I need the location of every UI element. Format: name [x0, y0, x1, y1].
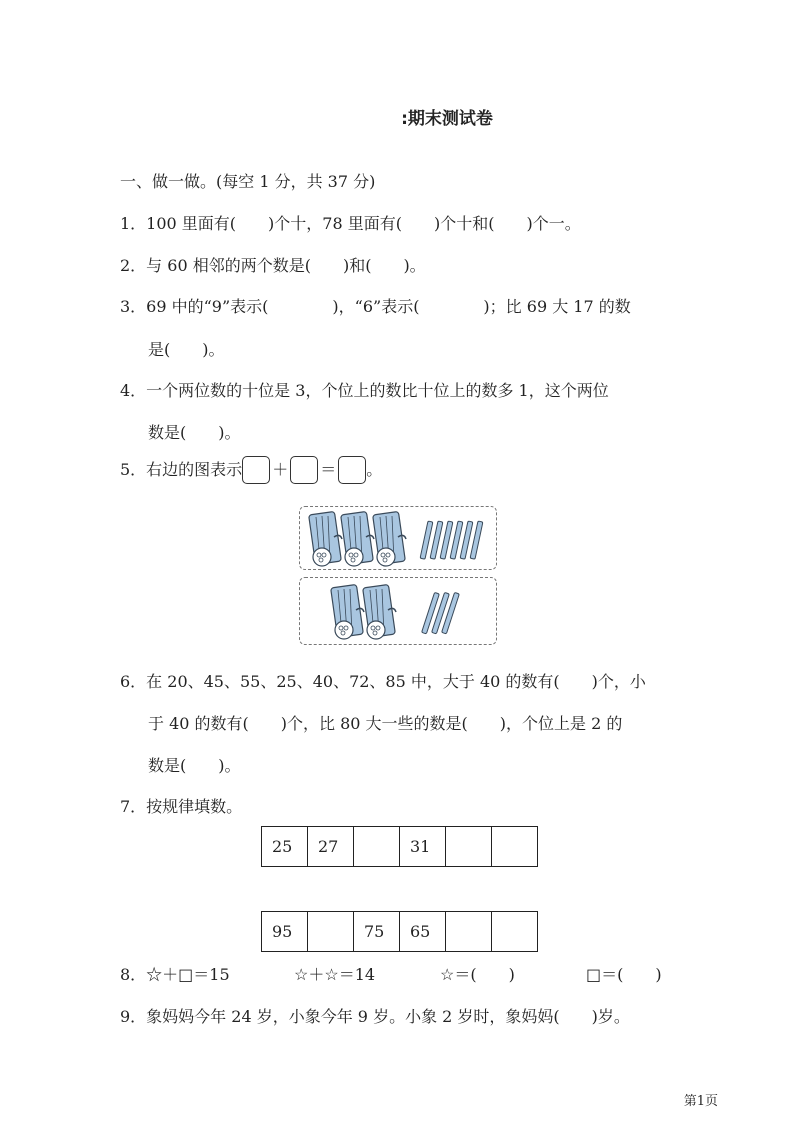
bundle-icon [363, 584, 396, 639]
table-row [262, 912, 538, 952]
question-8-part-2: ☆＋☆＝14 [294, 965, 376, 984]
question-5-suffix: 。 [366, 460, 383, 479]
question-6-line-3: 数是( )。 [148, 756, 241, 775]
bundle-icon [373, 511, 406, 566]
question-3-line-1: 3．69 中的“9”表示( )，“6”表示( )；比 69 大 17 的数 [120, 297, 631, 316]
page-title: :期末测试卷 [401, 109, 493, 129]
question-2: 2．与 60 相邻的两个数是( )和( )。 [120, 256, 426, 275]
sequence-cell-blank[interactable] [492, 827, 538, 867]
question-3-line-2: 是( )。 [148, 340, 225, 359]
sequence-table-1 [261, 826, 538, 867]
sequence-cell: 75 [354, 912, 400, 952]
sequence-cell: 25 [262, 827, 308, 867]
stick-bundle-box-bottom [299, 577, 497, 645]
question-1: 1．100 里面有( )个十，78 里面有( )个十和( )个一。 [120, 214, 581, 233]
single-sticks-icon [422, 592, 460, 633]
question-8-part-4: □＝( ) [586, 965, 662, 984]
sequence-cell: 31 [400, 827, 446, 867]
equals-sign: ＝ [320, 460, 337, 479]
question-8-part-3: ☆＝( ) [440, 965, 515, 984]
sequence-table-2 [261, 911, 538, 952]
question-6-line-1: 6．在 20、45、55、25、40、72、85 中，大于 40 的数有( )个，小 [120, 672, 646, 691]
sequence-cell: 27 [308, 827, 354, 867]
question-5-prefix: 5．右边的图表示 [120, 460, 243, 479]
question-4-line-2: 数是( )。 [148, 423, 241, 442]
sequence-cell-blank[interactable] [308, 912, 354, 952]
question-7: 7．按规律填数。 [120, 797, 243, 816]
section-heading: 一、做一做。(每空 1 分，共 37 分) [120, 172, 376, 191]
answer-box-3[interactable] [338, 456, 366, 484]
answer-box-2[interactable] [290, 456, 318, 484]
sequence-cell: 65 [400, 912, 446, 952]
plus-sign: ＋ [272, 460, 289, 479]
answer-box-1[interactable] [242, 456, 270, 484]
single-sticks-icon [420, 521, 483, 559]
question-4-line-1: 4．一个两位数的十位是 3，个位上的数比十位上的数多 1，这个两位 [120, 381, 609, 400]
sequence-cell: 95 [262, 912, 308, 952]
table-row [262, 827, 538, 867]
bundle-icon [341, 511, 374, 566]
sequence-cell-blank[interactable] [354, 827, 400, 867]
stick-bundle-box-top [299, 506, 497, 570]
sequence-cell-blank[interactable] [446, 827, 492, 867]
bundle-icon [309, 511, 342, 566]
sticks-illustration-bottom [300, 578, 496, 644]
question-9: 9．象妈妈今年 24 岁，小象今年 9 岁。小象 2 岁时，象妈妈( )岁。 [120, 1007, 630, 1026]
sticks-illustration-top [300, 507, 496, 569]
question-5 [120, 456, 382, 484]
question-6-line-2: 于 40 的数有( )个，比 80 大一些的数是( )，个位上是 2 的 [148, 714, 623, 733]
page-number: 第1页 [683, 1094, 718, 1109]
question-8-part-1: 8．☆＋□＝15 [120, 965, 230, 984]
sequence-cell-blank[interactable] [492, 912, 538, 952]
sequence-cell-blank[interactable] [446, 912, 492, 952]
bundle-icon [331, 584, 364, 639]
